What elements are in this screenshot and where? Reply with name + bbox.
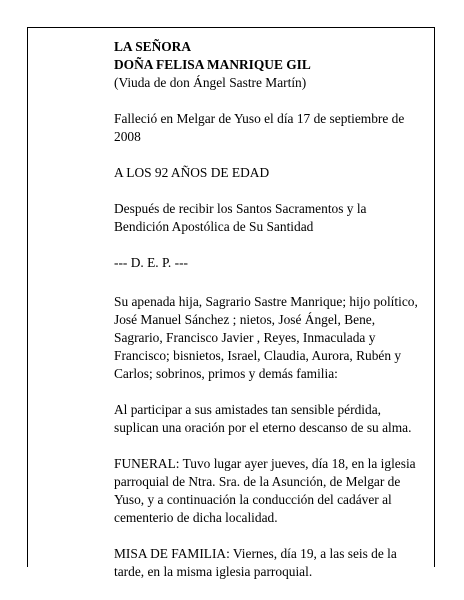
prayer-request-paragraph: Al participar a sus amistades tan sensible pérdida, suplican una oración por el eterno descanso de su alma. [114, 402, 412, 435]
frame-left-border [27, 27, 28, 567]
obituary-notice [114, 38, 419, 599]
deceased-widow-note: (Viuda de don Ángel Sastre Martín) [114, 75, 307, 90]
frame-right-border [434, 27, 435, 567]
death-date-paragraph: Falleció en Melgar de Yuso el día 17 de septiembre de 2008 [114, 111, 405, 144]
sacraments-paragraph: Después de recibir los Santos Sacramentos y la Bendición Apostólica de Su Santidad [114, 201, 367, 234]
obituary-header [114, 38, 419, 92]
rip-line: --- D. E. P. --- [114, 255, 189, 270]
family-mass-paragraph: MISA DE FAMILIA: Viernes, día 19, a las seis de la tarde, en la misma iglesia parroquial. [114, 546, 397, 579]
deceased-title: LA SEÑORA [114, 39, 192, 54]
deceased-name: DOÑA FELISA MANRIQUE GIL [114, 57, 311, 72]
age-paragraph: A LOS 92 AÑOS DE EDAD [114, 165, 270, 180]
frame-top-border [27, 27, 435, 28]
funeral-paragraph: FUNERAL: Tuvo lugar ayer jueves, día 18, en la iglesia parroquial de Ntra. Sra. de la Asunción, de Melgar de Yuso, y a continuación la conducción del cadáver al cementerio de dicha localidad. [114, 456, 416, 525]
family-paragraph: Su apenada hija, Sagrario Sastre Manrique; hijo político, José Manuel Sánchez ; nietos, José Ángel, Bene, Sagrario, Francisco Javier , Reyes, Inmaculada y Francisco; bisnietos, Israel, Claudia, Aurora, Rubén y Carlos; sobrinos, primos y demás familia: [114, 294, 418, 381]
